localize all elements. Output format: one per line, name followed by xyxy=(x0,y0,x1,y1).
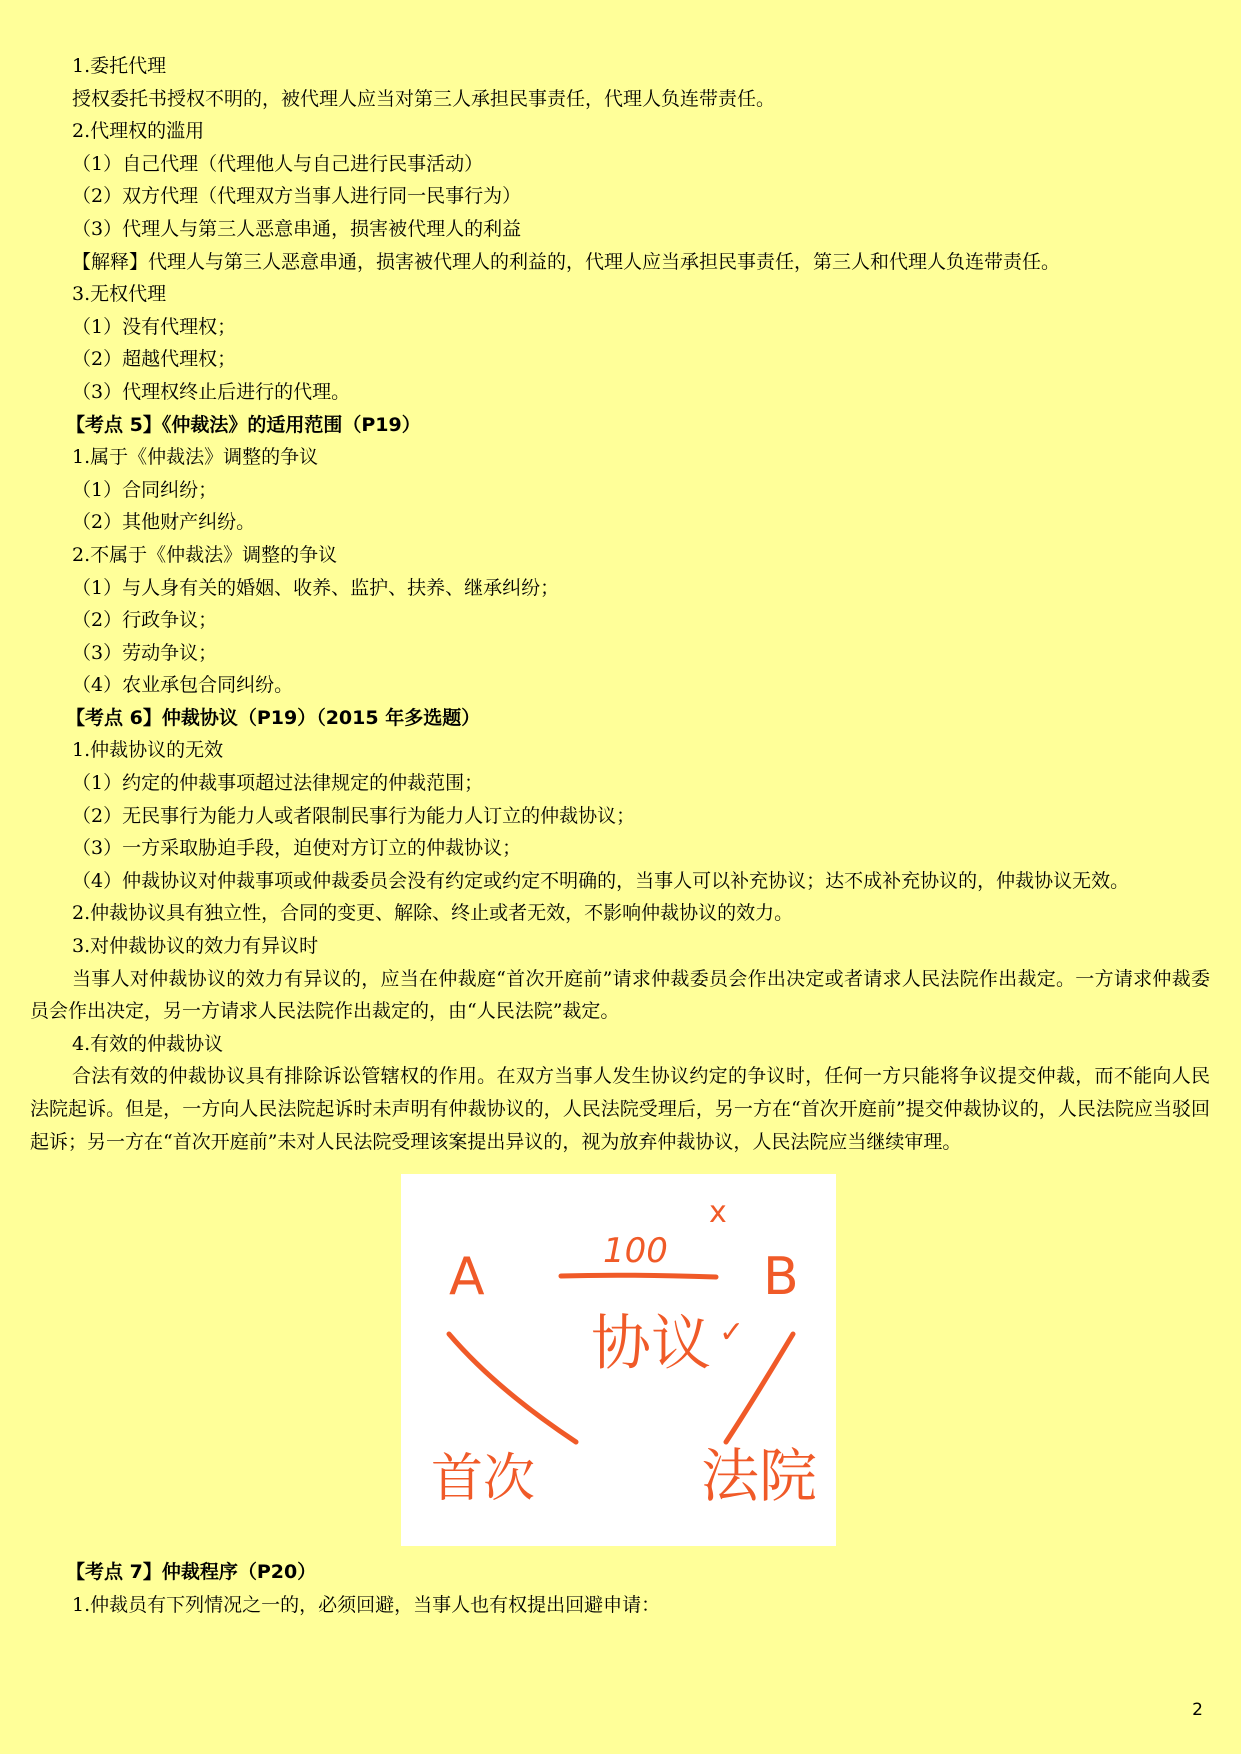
left-arrow-line xyxy=(449,1334,576,1442)
document-body xyxy=(30,50,1210,1158)
list-item: 【解释】代理人与第三人恶意串通，损害被代理人的利益的，代理人应当承担民事责任，第三人和代理人负连带责任。 xyxy=(72,250,1061,273)
section-heading: 【考点 6】仲裁协议（P19）（2015 年多选题） xyxy=(66,706,481,729)
text-line: 3.对仲裁协议的效力有异议时 xyxy=(72,935,319,958)
section-heading: 【考点 5】《仲裁法》的适用范围（P19） xyxy=(66,413,421,436)
amount-underline xyxy=(561,1275,716,1277)
paragraph: 合法有效的仲裁协议具有排除诉讼管辖权的作用。在双方当事人发生协议约定的争议时，任何一方只能将争议提交仲裁，而不能向人民法院起诉。但是，一方向人民法院起诉时未声明有仲裁协议的，人民法院受理后，另一方在“首次开庭前”提交仲裁协议的，人民法院应当驳回起诉；另一方在“首次开庭前”未对人民法院受理该案提出异议的，视为放弃仲裁协议，人民法院应当继续审理。 xyxy=(30,1065,1210,1153)
cross-mark: x xyxy=(709,1195,727,1231)
text-line: 4.有效的仲裁协议 xyxy=(72,1032,224,1055)
handwritten-arbitration-diagram xyxy=(401,1174,836,1546)
document-page xyxy=(30,50,1210,1621)
list-item: （4）农业承包合同纠纷。 xyxy=(72,674,294,697)
list-item: （1）与人身有关的婚姻、收养、监护、扶养、继承纠纷； xyxy=(72,576,560,599)
list-item: （2）行政争议； xyxy=(72,609,218,632)
list-item: （2）双方代理（代理双方当事人进行同一民事行为） xyxy=(72,185,522,208)
amount-label: 100 xyxy=(603,1231,668,1272)
list-item: （3）劳动争议； xyxy=(72,641,218,664)
list-item: （2）无民事行为能力人或者限制民事行为能力人订立的仲裁协议； xyxy=(72,804,636,827)
document-body-continued xyxy=(30,1556,1210,1621)
court-label: 法院 xyxy=(701,1442,818,1511)
text-line: 2.不属于《仲裁法》调整的争议 xyxy=(72,543,338,566)
list-item: （2）其他财产纠纷。 xyxy=(72,511,256,534)
party-b-label: B xyxy=(763,1247,799,1308)
right-arrow-line xyxy=(726,1334,793,1442)
list-item: （1）自己代理（代理他人与自己进行民事活动） xyxy=(72,152,484,175)
text-line: 授权委托书授权不明的，被代理人应当对第三人承担民事责任，代理人负连带责任。 xyxy=(72,87,776,110)
text-line: 1.委托代理 xyxy=(72,55,167,77)
list-item: （1）没有代理权； xyxy=(72,315,237,338)
first-hearing-label: 首次 xyxy=(431,1449,536,1510)
page-number: 2 xyxy=(1192,1700,1203,1720)
section-heading: 【考点 7】仲裁程序（P20） xyxy=(66,1561,317,1584)
paragraph: （4）仲裁协议对仲裁事项或仲裁委员会没有约定或约定不明确的，当事人可以补充协议；达不成补充协议的，仲裁协议无效。 xyxy=(72,869,1130,892)
list-item: （3）代理权终止后进行的代理。 xyxy=(72,380,351,403)
list-item: （3）一方采取胁迫手段，迫使对方订立的仲裁协议； xyxy=(72,837,522,860)
party-a-label: A xyxy=(449,1247,485,1308)
text-line: 2.仲裁协议具有独立性，合同的变更、解除、终止或者无效，不影响仲裁协议的效力。 xyxy=(72,902,794,925)
text-line: 1.属于《仲裁法》调整的争议 xyxy=(72,446,319,469)
text-line: 1.仲裁协议的无效 xyxy=(72,739,224,762)
text-line: 2.代理权的滥用 xyxy=(72,120,205,143)
text-line: 1.仲裁员有下列情况之一的，必须回避，当事人也有权提出回避申请： xyxy=(72,1593,661,1616)
paragraph: 当事人对仲裁协议的效力有异议的，应当在仲裁庭“首次开庭前”请求仲裁委员会作出决定或者请求人民法院作出裁定。一方请求仲裁委员会作出决定，另一方请求人民法院作出裁定的，由“人民法院”裁定。 xyxy=(30,967,1210,1023)
list-item: （1）约定的仲裁事项超过法律规定的仲裁范围； xyxy=(72,772,484,795)
list-item: （1）合同纠纷； xyxy=(72,478,218,501)
agreement-label: 协议 xyxy=(591,1309,711,1380)
list-item: （2）超越代理权； xyxy=(72,348,237,371)
list-item: （3）代理人与第三人恶意串通，损害被代理人的利益 xyxy=(72,217,522,240)
check-mark: ✓ xyxy=(719,1315,745,1351)
text-line: 3.无权代理 xyxy=(72,283,167,306)
